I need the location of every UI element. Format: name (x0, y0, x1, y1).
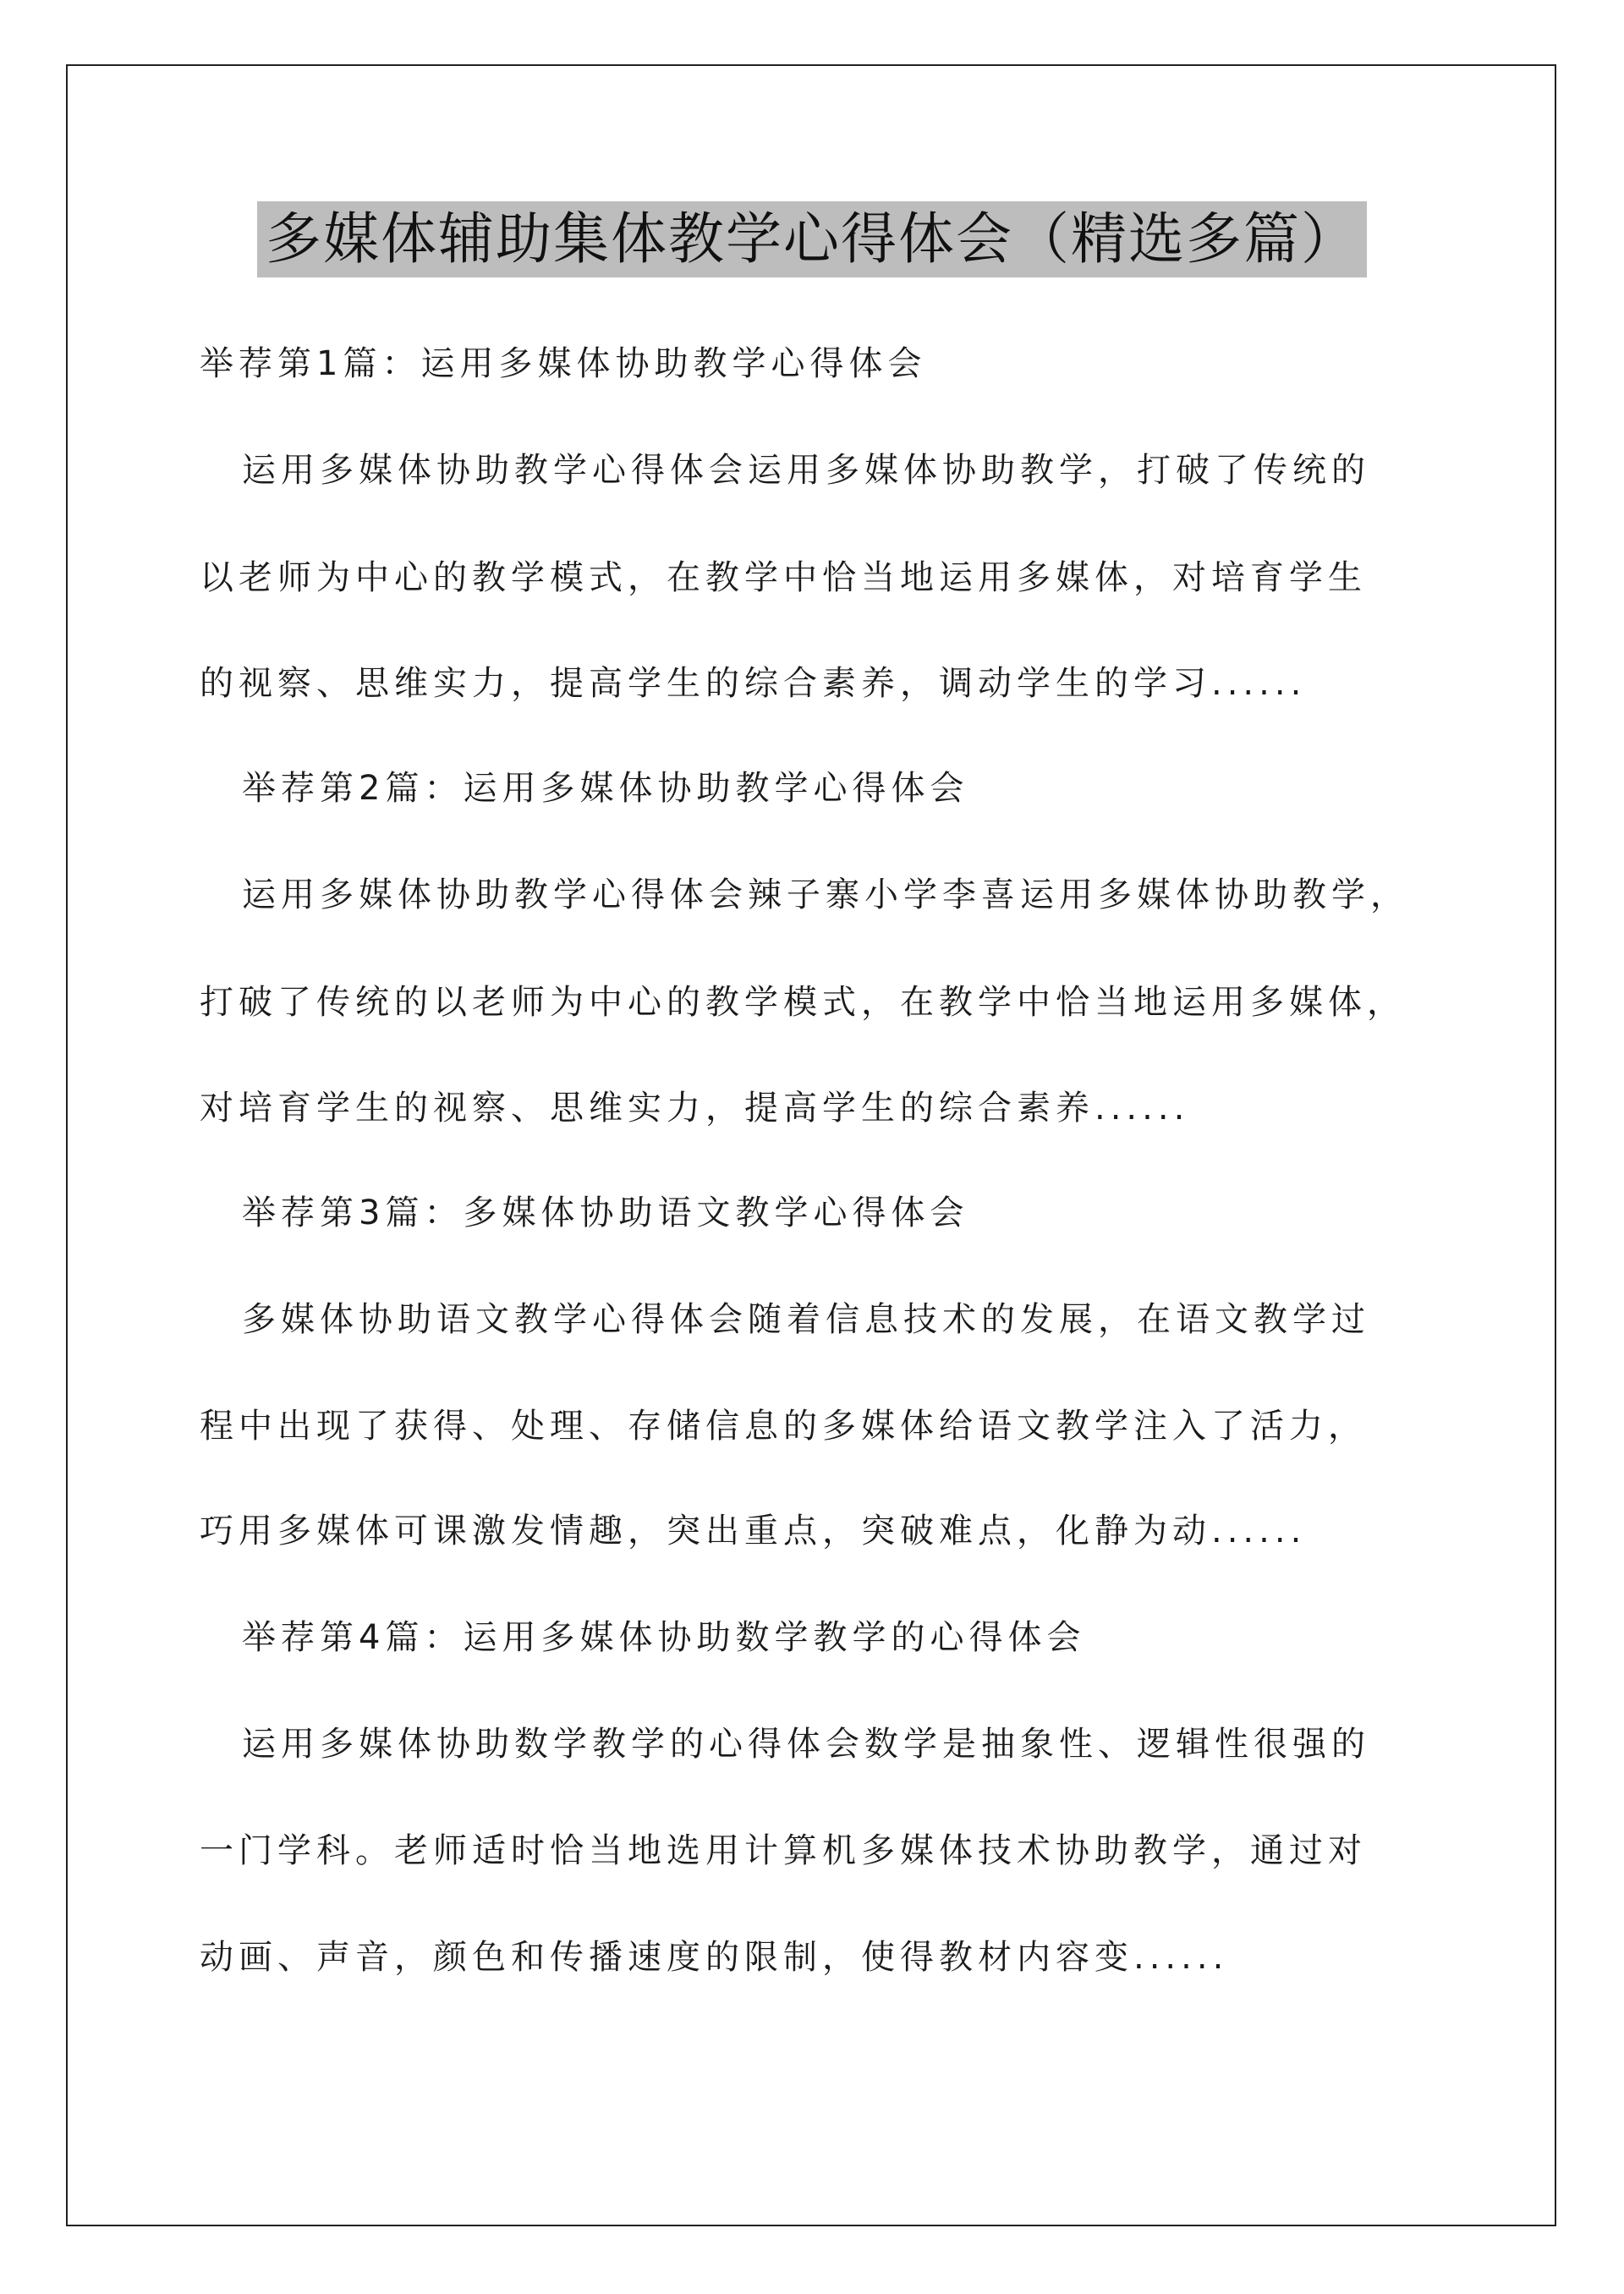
section-heading-4: 举荐第4篇：运用多媒体协助数学教学的心得体会 (242, 1618, 1086, 1657)
title-container (0, 201, 1624, 277)
paragraph-line: 动画、声音，颜色和传播速度的限制，使得教材内容变...... (200, 1938, 1229, 1977)
paragraph-line: 多媒体协助语文教学心得体会随着信息技术的发展，在语文教学过 (242, 1300, 1370, 1339)
paragraph-line: 对培育学生的视察、思维实力，提高学生的综合素养...... (200, 1089, 1190, 1128)
paragraph-line: 一门学科。老师适时恰当地选用计算机多媒体技术协助教学，通过对 (200, 1831, 1367, 1870)
paragraph-line: 的视察、思维实力，提高学生的综合素养，调动学生的学习...... (200, 664, 1307, 703)
paragraph-line: 运用多媒体协助教学心得体会运用多媒体协助教学，打破了传统的 (242, 451, 1370, 490)
paragraph-line: 程中出现了获得、处理、存储信息的多媒体给语文教学注入了活力， (200, 1407, 1367, 1446)
paragraph-line: 运用多媒体协助教学心得体会辣子寨小学李喜运用多媒体协助教学， (242, 875, 1409, 914)
section-heading-2: 举荐第2篇：运用多媒体协助教学心得体会 (242, 769, 969, 808)
section-heading-1: 举荐第1篇：运用多媒体协助教学心得体会 (200, 344, 927, 383)
paragraph-line: 以老师为中心的教学模式，在教学中恰当地运用多媒体，对培育学生 (200, 558, 1367, 597)
paragraph-line: 运用多媒体协助数学教学的心得体会数学是抽象性、逻辑性很强的 (242, 1725, 1370, 1764)
section-heading-3: 举荐第3篇：多媒体协助语文教学心得体会 (242, 1194, 969, 1232)
paragraph-line: 巧用多媒体可课激发情趣，突出重点，突破难点，化静为动...... (200, 1512, 1307, 1550)
paragraph-line: 打破了传统的以老师为中心的教学模式，在教学中恰当地运用多媒体， (200, 983, 1406, 1022)
document-title: 多媒体辅助集体教学心得体会（精选多篇） (257, 201, 1367, 277)
